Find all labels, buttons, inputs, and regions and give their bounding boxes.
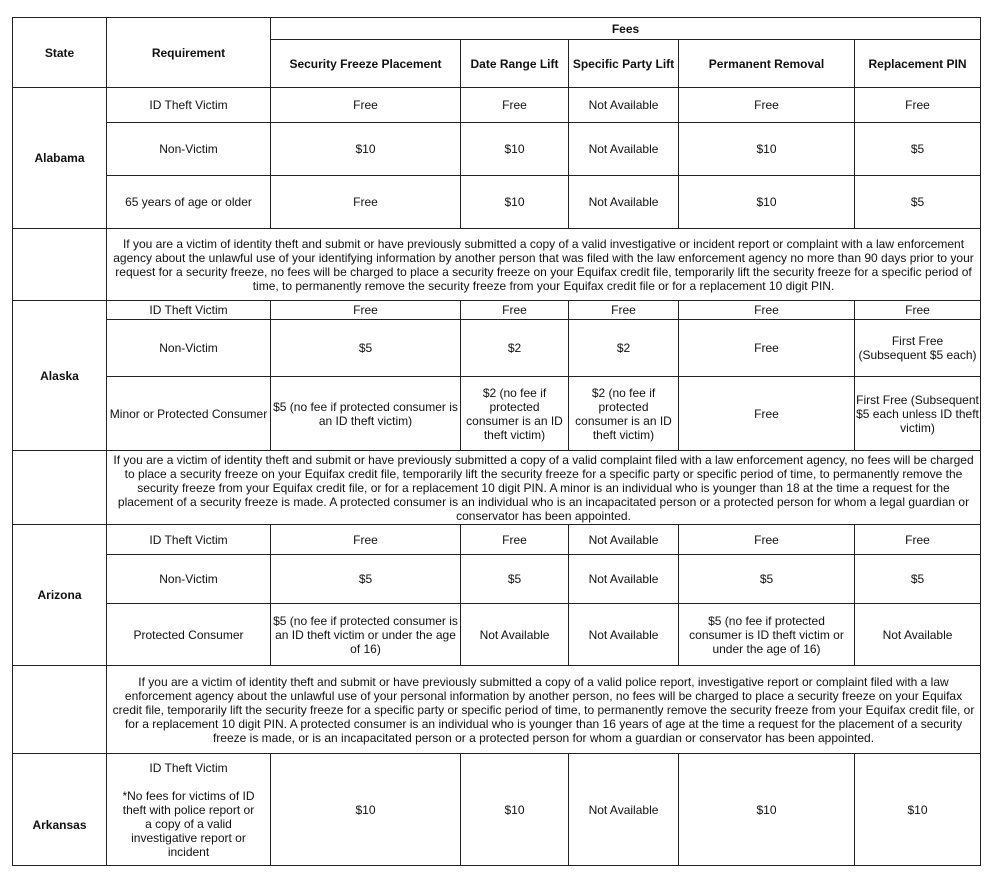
fee-cell: Free — [461, 88, 569, 123]
header-col-placement: Security Freeze Placement — [271, 40, 461, 88]
fee-cell: Not Available — [569, 604, 679, 666]
fee-cell: $5 (no fee if protected consumer is an ID theft victim) — [271, 377, 461, 451]
header-col-specific-party: Specific Party Lift — [569, 40, 679, 88]
fee-cell: $2 (no fee if protected consumer is an ID theft victim) — [569, 377, 679, 451]
fee-cell: First Free (Subsequent $5 each) — [855, 320, 981, 377]
fee-cell: First Free (Subsequent $5 each unless ID theft victim) — [855, 377, 981, 451]
requirement-cell: ID Theft Victim — [107, 88, 271, 123]
fee-cell: Not Available — [569, 176, 679, 229]
fee-cell: $10 — [271, 754, 461, 866]
fee-cell: Not Available — [855, 604, 981, 666]
table-row — [13, 88, 981, 123]
fee-cell: $2 (no fee if protected consumer is an ID theft victim) — [461, 377, 569, 451]
fee-cell: $5 (no fee if protected consumer is an ID theft victim or under the age of 16) — [271, 604, 461, 666]
fee-cell: Free — [271, 525, 461, 555]
fee-cell: $10 — [679, 754, 855, 866]
fee-cell: $10 — [855, 754, 981, 866]
requirement-title: ID Theft Victim — [149, 760, 228, 775]
fee-cell: Free — [461, 301, 569, 320]
table-row — [13, 301, 981, 320]
fee-cell: Not Available — [461, 604, 569, 666]
fee-cell: $10 — [679, 123, 855, 176]
table-row — [13, 123, 981, 176]
requirement-cell: Non-Victim — [107, 555, 271, 604]
fees-table — [12, 17, 981, 866]
note-row — [13, 666, 981, 754]
table-row — [13, 754, 981, 866]
state-cell: Arkansas — [13, 754, 107, 866]
fee-cell: $10 — [461, 123, 569, 176]
fee-cell: $5 (no fee if protected consumer is ID theft victim or under the age of 16) — [679, 604, 855, 666]
fee-cell: $5 — [855, 123, 981, 176]
fee-cell: Free — [271, 88, 461, 123]
header-requirement: Requirement — [107, 18, 271, 88]
fee-cell: Free — [855, 301, 981, 320]
header-state: State — [13, 18, 107, 88]
fee-cell: Free — [679, 301, 855, 320]
requirement-cell: ID Theft Victim — [107, 525, 271, 555]
fee-cell: $10 — [679, 176, 855, 229]
fee-cell: Not Available — [569, 123, 679, 176]
header-col-date-range: Date Range Lift — [461, 40, 569, 88]
fee-cell: Free — [679, 525, 855, 555]
table-row — [13, 377, 981, 451]
note-row — [13, 451, 981, 525]
state-cell: Arizona — [13, 525, 107, 666]
requirement-cell: Non-Victim — [107, 123, 271, 176]
requirement-cell: ID Theft Victim — [107, 301, 271, 320]
fee-cell: Not Available — [569, 525, 679, 555]
fee-cell: Not Available — [569, 88, 679, 123]
state-cell: Alabama — [13, 88, 107, 229]
table-row — [13, 320, 981, 377]
state-cell: Alaska — [13, 301, 107, 451]
header-row — [13, 18, 981, 40]
requirement-note: *No fees for victims of ID theft with police report or a copy of a valid investigative report or incident — [122, 788, 255, 859]
fee-cell: Free — [679, 320, 855, 377]
fee-cell: Free — [679, 88, 855, 123]
fee-cell: $5 — [679, 555, 855, 604]
fee-cell: Free — [855, 88, 981, 123]
header-col-pin: Replacement PIN — [855, 40, 981, 88]
note-row — [13, 229, 981, 301]
note-text: If you are a victim of identity theft and submit or have previously submitted a copy of a valid investigative or incident report or complaint with a law enforcement agency about the unlawful use of your identifying information by another person that was filed with the law enforcement agency no more than 90 days prior to your request for a security freeze, no fees will be charged to place a security freeze on your Equifax credit file, temporarily lift the security freeze for a specific period of time, to permanently remove the security freeze from your Equifax credit file or for a replacement 10 digit PIN. — [107, 229, 981, 301]
fee-cell: $2 — [461, 320, 569, 377]
fee-cell: Not Available — [569, 754, 679, 866]
requirement-cell: Minor or Protected Consumer — [107, 377, 271, 451]
fee-cell: Free — [461, 525, 569, 555]
table-row — [13, 525, 981, 555]
header-col-removal: Permanent Removal — [679, 40, 855, 88]
fee-cell: Free — [679, 377, 855, 451]
fee-cell: Not Available — [569, 555, 679, 604]
header-fees: Fees — [271, 18, 981, 40]
table-row — [13, 555, 981, 604]
fee-cell: $5 — [855, 176, 981, 229]
fee-cell: $5 — [855, 555, 981, 604]
fee-cell: Free — [569, 301, 679, 320]
table-row — [13, 176, 981, 229]
fee-cell: Free — [855, 525, 981, 555]
fee-cell: $2 — [569, 320, 679, 377]
note-text: If you are a victim of identity theft and submit or have previously submitted a copy of a valid police report, investigative report or complaint filed with a law enforcement agency about the unlawful use of your personal information by another person, no fees will be charged to place a security freeze on your Equifax credit file, temporarily lift the security freeze for a specific party or specific period of time, to permanently remove the security freeze from your Equifax credit file, or for a replacement 10 digit PIN. A protected consumer is an individual who is younger than 16 years of age at the time a request for the placement of a security freeze is made, or is an incapacitated person or a protected person for whom a guardian or conservator has been appointed. — [107, 666, 981, 754]
requirement-cell: Non-Victim — [107, 320, 271, 377]
requirement-cell — [107, 754, 271, 866]
table-row — [13, 604, 981, 666]
fee-cell: $5 — [271, 320, 461, 377]
fee-cell: Free — [271, 301, 461, 320]
fee-cell: $10 — [461, 176, 569, 229]
note-text: If you are a victim of identity theft and submit or have previously submitted a copy of a valid complaint filed with a law enforcement agency, no fees will be charged to place a security freeze on your Equifax credit file, temporarily lift the security freeze for a specific party or specific period of time, to permanently remove the security freeze from your Equifax credit file, or for a replacement 10 digit PIN. A minor is an individual who is younger than 18 at the time a request for the placement of a security freeze is made. A protected consumer is an individual who is an incapacitated person or a protected person for whom a legal guardian or conservator has been appointed. — [107, 451, 981, 525]
requirement-cell: Protected Consumer — [107, 604, 271, 666]
fee-cell: $10 — [271, 123, 461, 176]
fee-cell: $10 — [461, 754, 569, 866]
fee-cell: Free — [271, 176, 461, 229]
requirement-cell: 65 years of age or older — [107, 176, 271, 229]
fee-cell: $5 — [461, 555, 569, 604]
fee-cell: $5 — [271, 555, 461, 604]
